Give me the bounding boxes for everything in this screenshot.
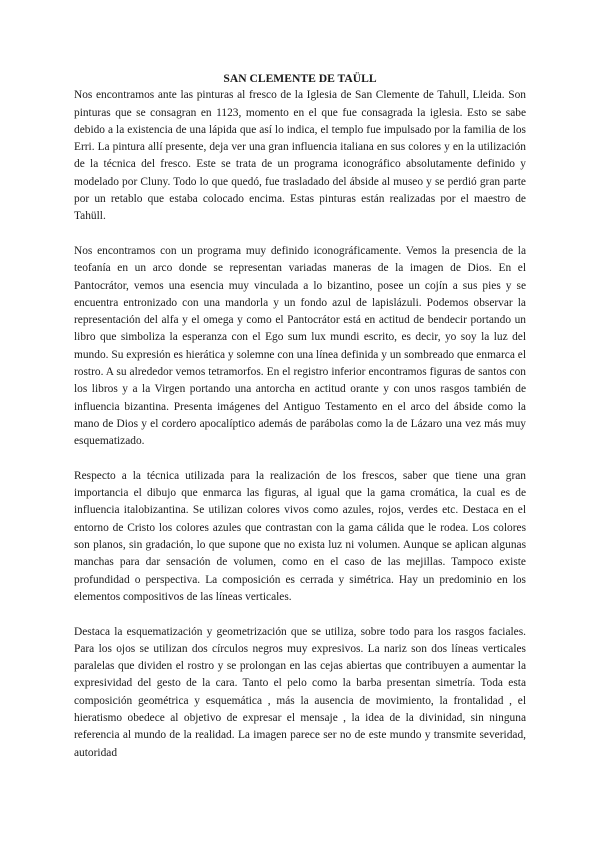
paragraph-iconography: Nos encontramos con un programa muy definido iconográficamente. Vemos la presencia de la teofanía en un arco donde se representan variadas maneras de la imagen de Dios. En el Pantocrátor, vemos una esencia muy vinculada a lo bizantino, posee un cojín a sus pies y se encuentra entronizado con una mandorla y un fondo azul de lapislázuli. Podemos observar la representación del alfa y el omega y como el Pantocrátor está en actitud de bendecir portando un libro que simboliza la esperanza con el Ego sum lux mundi escrito, es decir, yo soy la luz del mundo. Su expresión es hierática y solemne con una línea definida y un sombreado que enmarca el rostro. A su alrededor vemos tetramorfos. En el registro inferior encontramos figuras de santos con los libros y a la Virgen portando una antorcha en actitud orante y con unos rasgos también de influencia bizantina. Presenta imágenes del Antiguo Testamento en el arco del ábside como la mano de Dios y el cordero apocalíptico además de parábolas como la de Lázaro una vez más muy esquematizado. <box>74 244 526 448</box>
document-title: SAN CLEMENTE DE TAÜLL <box>223 72 377 85</box>
paragraph-technique: Respecto a la técnica utilizada para la realización de los frescos, saber que tiene una gran importancia el dibujo que enmarca las figuras, al igual que la gama cromática, la cual es de influencia italobizantina. Se utilizan colores vivos como azules, rojos, verdes etc. Destaca en el entorno de Cristo los colores azules que contrastan con la gama cálida que le rodea. Los colores son planos, sin gradación, lo que supone que no exista luz ni volumen. Aunque se aplican algunas manchas para dar sensación de volumen, como en el caso de las mejillas. Tampoco existe profundidad o perspectiva. La composición es cerrada y simétrica. Hay un predominio en los elementos compositivos de las líneas verticales. <box>74 469 526 603</box>
document-body <box>74 70 526 779</box>
paragraph-intro: Nos encontramos ante las pinturas al fresco de la Iglesia de San Clemente de Tahull, Lleida. Son pinturas que se consagran en 1123, momento en el que fue consagrada la iglesia. Esto se sabe debido a la existencia de una lápida que así lo indica, el templo fue impulsado por la familia de los Erri. La pintura allí presente, deja ver una gran influencia italiana en sus colores y en la utilización de la técnica del fresco. Este se trata de un programa iconográfico absolutamente definido y modelado por Cluny. Todo lo que quedó, fue trasladado del ábside al museo y se perdió gran parte por un retablo que estaba colocado encima. Estas pinturas están realizadas por el maestro de Tahüll. <box>74 89 526 223</box>
paragraph-stylization: Destaca la esquematización y geometrización que se utiliza, sobre todo para los rasgos faciales. Para los ojos se utilizan dos círculos negros muy expresivos. La nariz son dos líneas verticales paralelas que dividen el rostro y se prolongan en las cejas abiertas que contribuyen a aumentar la expresividad del gesto de la cara. Tanto el pelo como la barba presentan simetría. Toda esta composición geométrica y esquemática , más la ausencia de movimiento, la frontalidad , el hieratismo obedece al objetivo de expresar el mensaje , la idea de la divinidad, sin ninguna referencia al mundo de la realidad. La imagen parece ser no de este mundo y transmite severidad, autoridad <box>74 625 526 759</box>
